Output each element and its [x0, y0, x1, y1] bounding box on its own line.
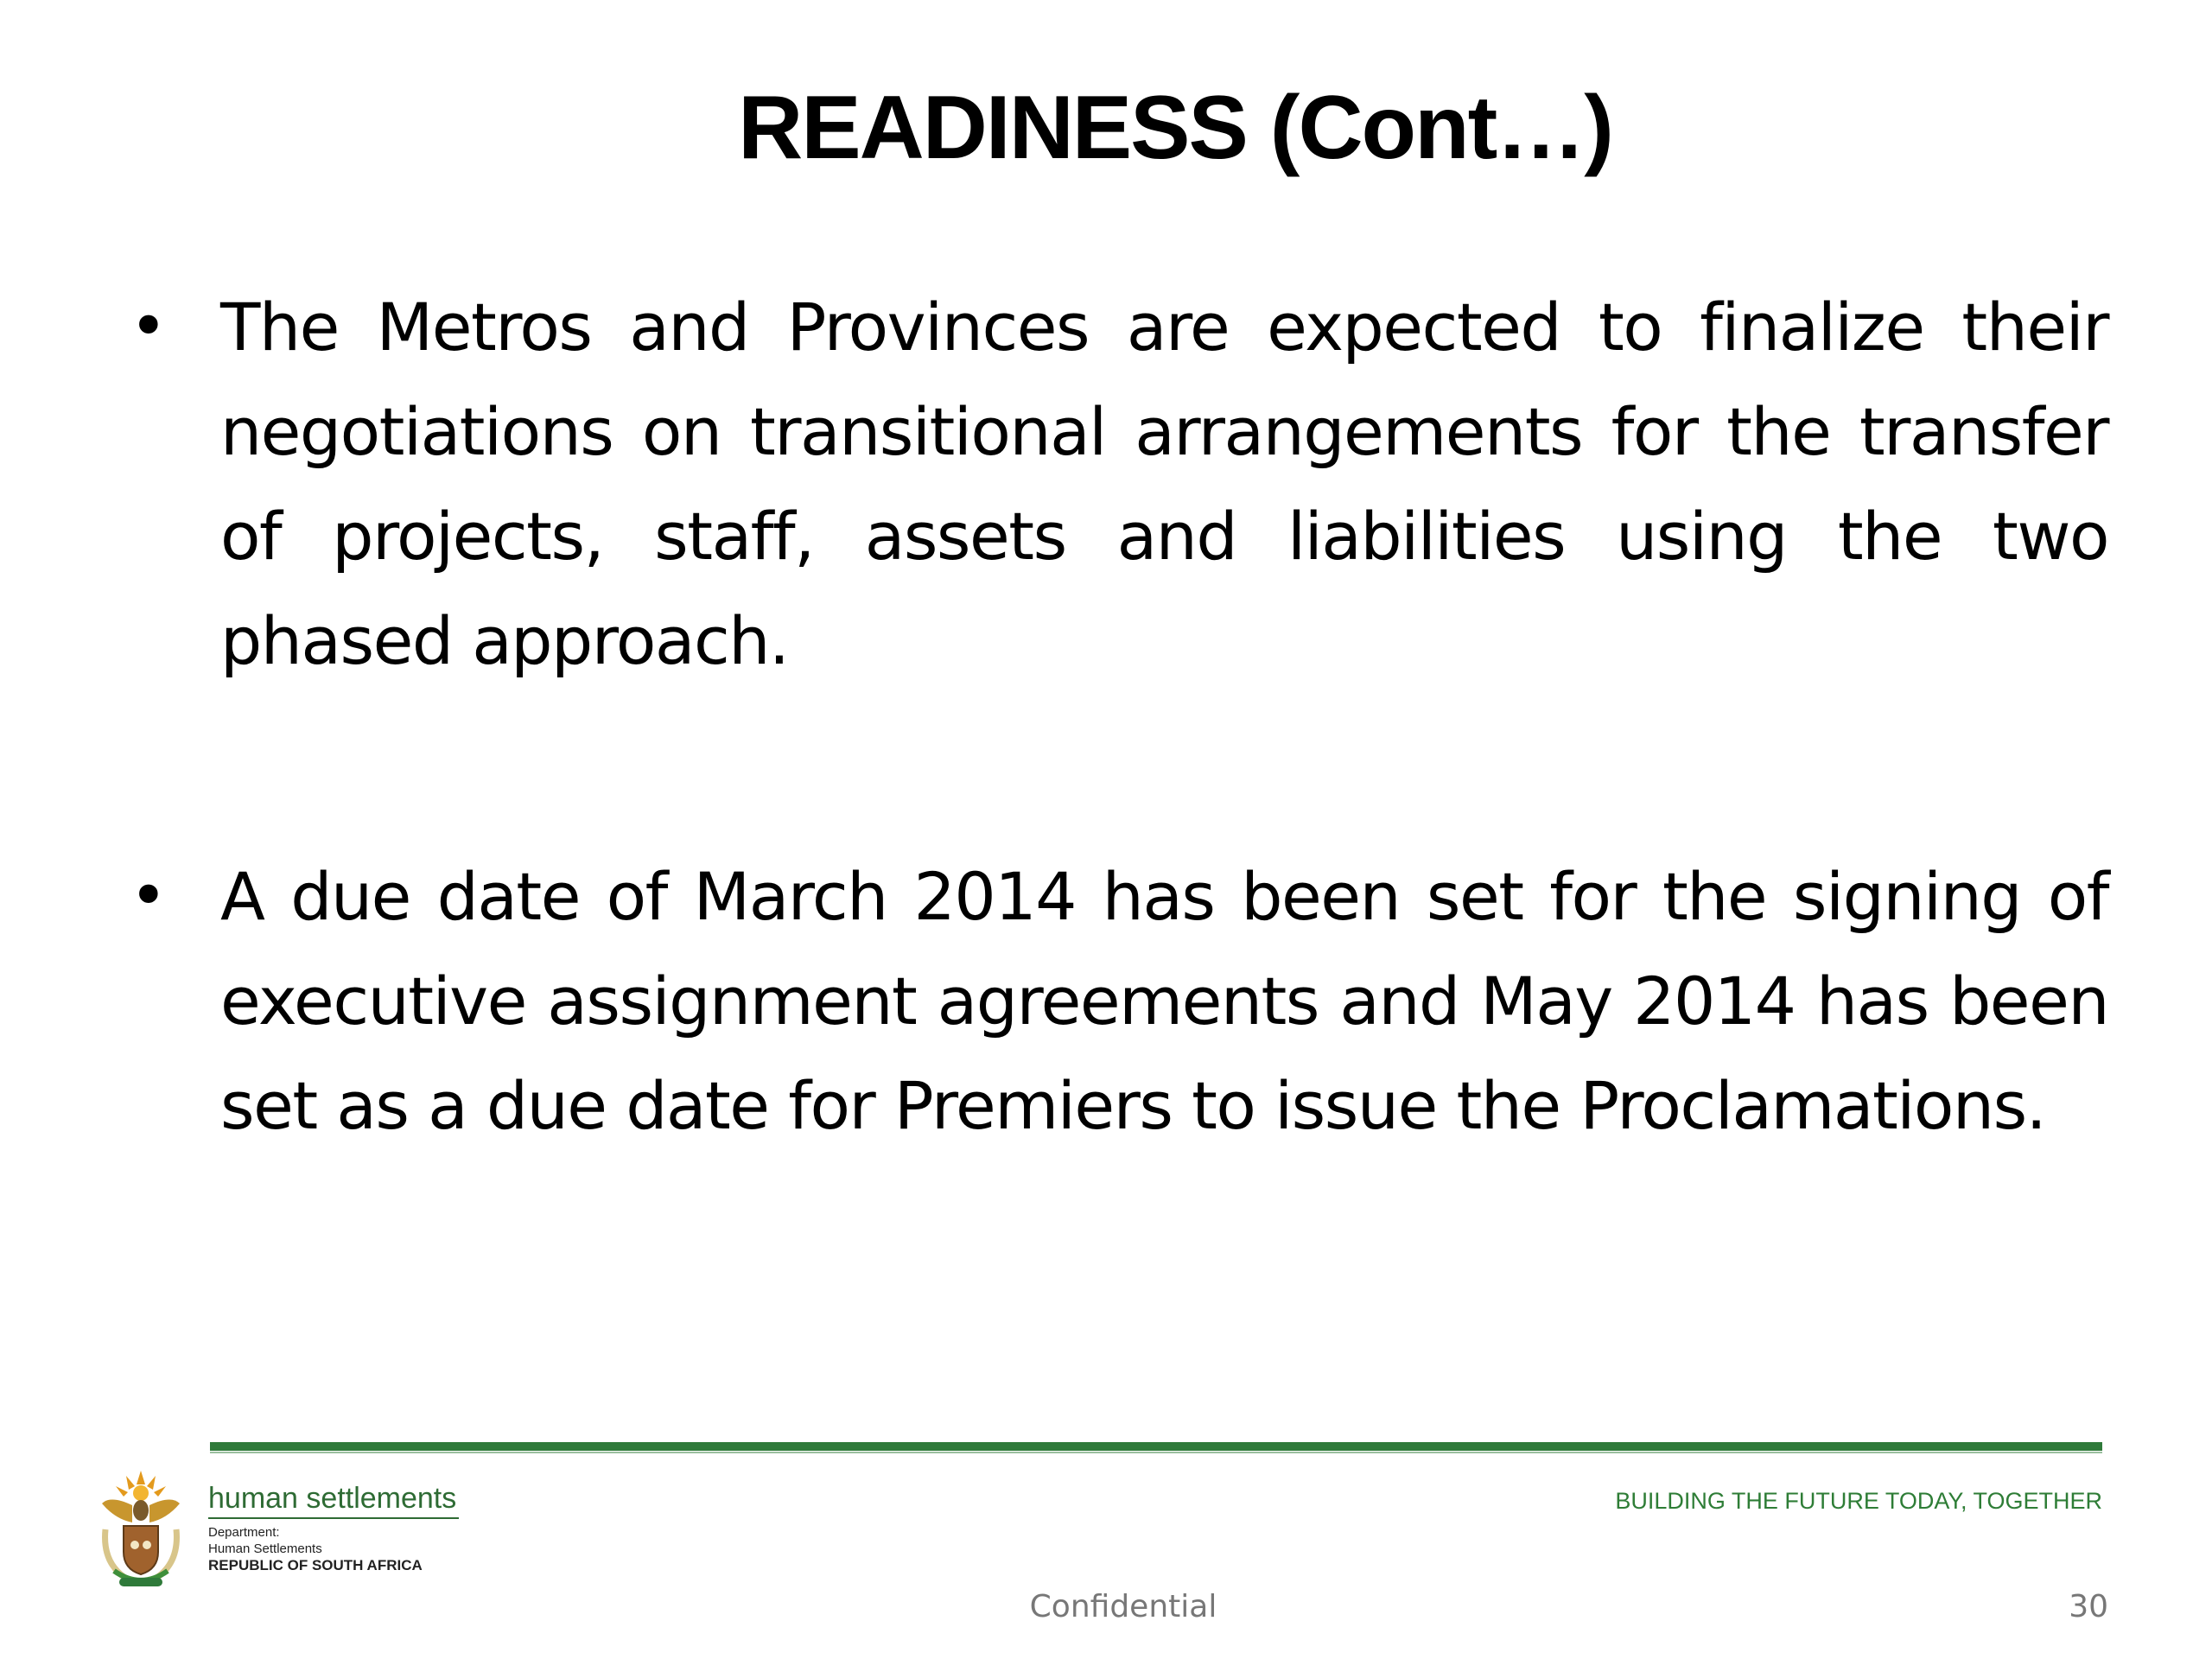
department-logo — [208, 1481, 459, 1573]
bullet-item — [130, 275, 2108, 693]
department-label: Department: — [208, 1525, 280, 1540]
confidential-label: Confidential — [1029, 1589, 1217, 1624]
department-subname: Human Settlements — [208, 1541, 322, 1556]
bullet-text: A due date of March 2014 has been set for the signing of executive assignment agreements and May 2014 has been set as a due date for Premiers to issue the Proclamations. — [220, 858, 2108, 1144]
bullet-text: The Metros and Provinces are expected to finalize their negotiations on transitional arrangements for the transfer of projects, staff, assets and liabilities using the two phased approach. — [220, 289, 2108, 679]
footer-tagline: BUILDING THE FUTURE TODAY, TOGETHER — [1615, 1488, 2102, 1514]
bullet-marker: • — [130, 859, 168, 933]
department-name: human settlements — [208, 1481, 459, 1519]
bullet-list — [130, 275, 2108, 1158]
country-name: REPUBLIC OF SOUTH AFRICA — [208, 1557, 423, 1573]
coat-of-arms-icon — [93, 1469, 188, 1590]
bullet-marker: • — [130, 289, 168, 364]
bullet-item — [130, 844, 2108, 1158]
page-number: 30 — [2069, 1589, 2108, 1624]
slide-title: READINESS (Cont…) — [738, 78, 1612, 178]
footer-divider — [210, 1442, 2102, 1451]
